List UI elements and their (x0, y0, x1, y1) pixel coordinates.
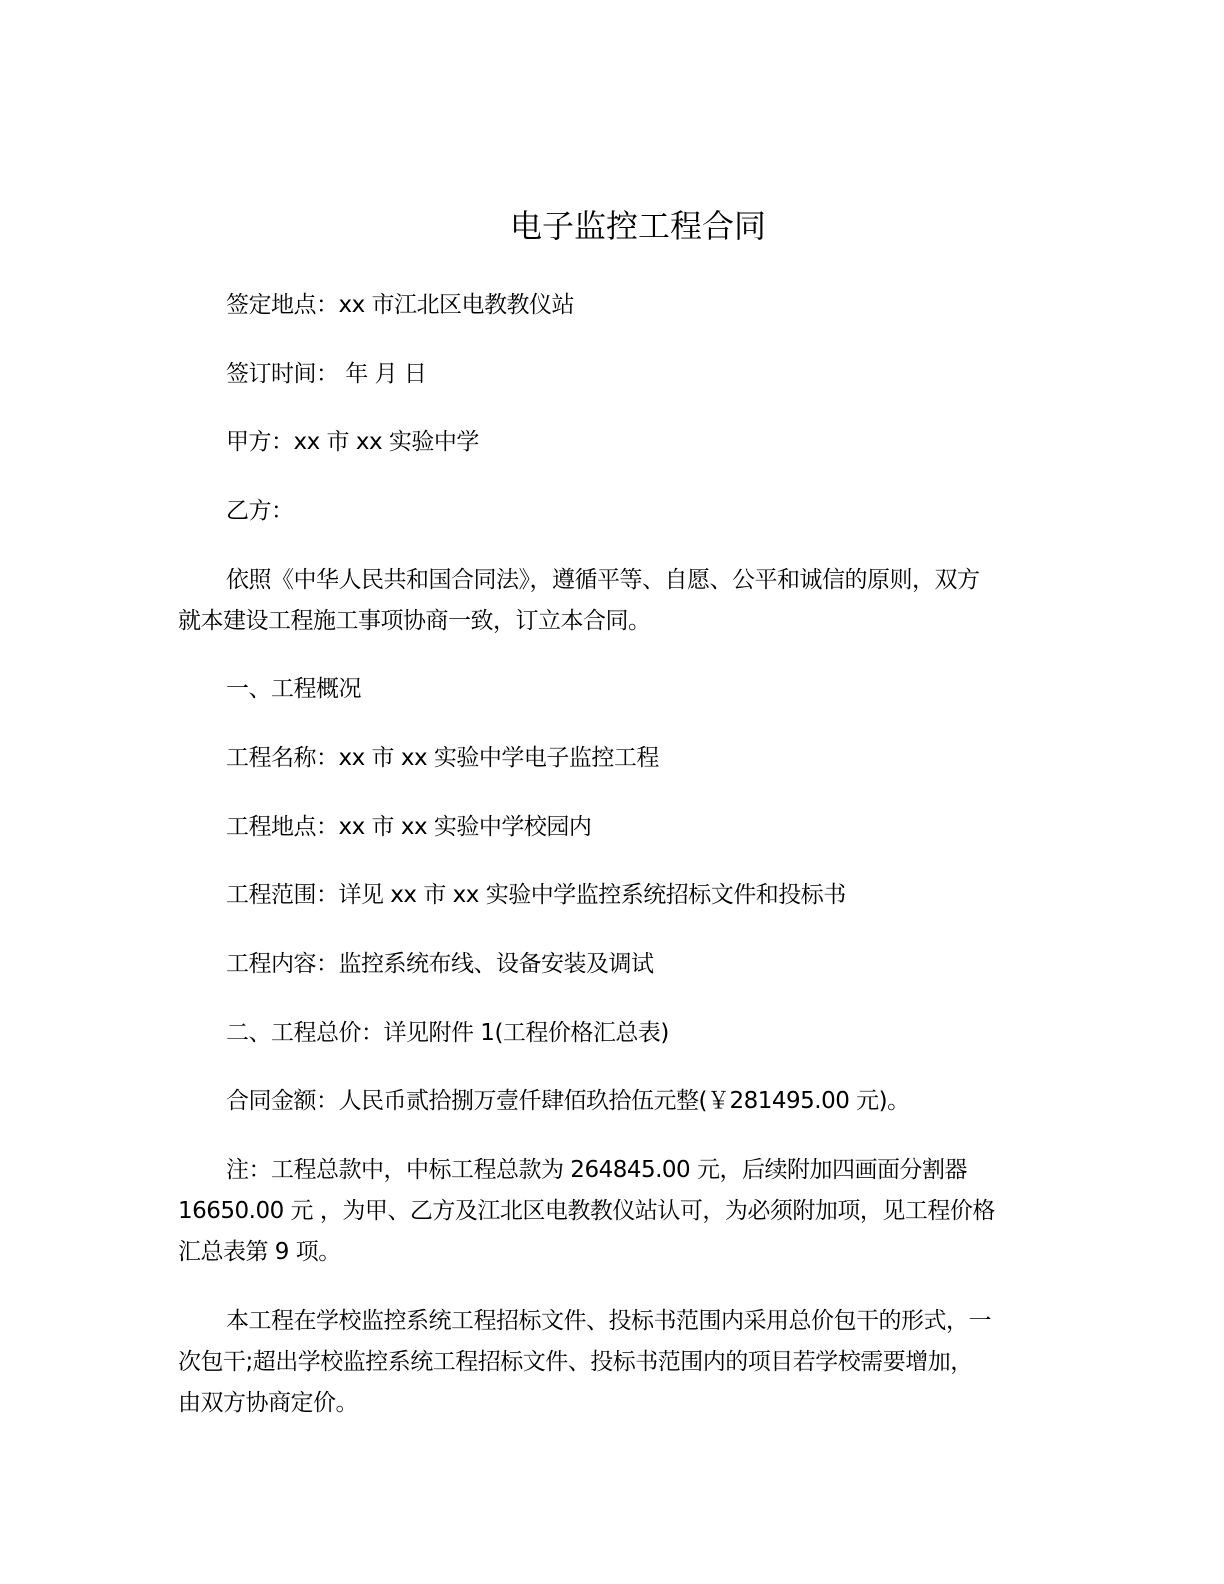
party-b: 乙方： (226, 498, 294, 524)
section-2-heading: 二、工程总价：详见附件 1(工程价格汇总表) (226, 1020, 669, 1046)
project-scope: 工程范围：详见 xx 市 xx 实验中学监控系统招标文件和投标书 (226, 882, 846, 908)
project-content: 工程内容：监控系统布线、设备安装及调试 (226, 951, 654, 977)
project-name: 工程名称：xx 市 xx 实验中学电子监控工程 (226, 745, 659, 771)
section-1-heading: 一、工程概况 (226, 676, 361, 702)
preamble-line-2: 就本建设工程施工事项协商一致，订立本合同。 (178, 608, 651, 634)
lump-sum-line-1: 本工程在学校监控系统工程招标文件、投标书范围内采用总价包干的形式，一 (226, 1308, 991, 1334)
note-line-1: 注：工程总款中，中标工程总款为 264845.00 元，后续附加四画面分割器 (226, 1157, 967, 1183)
sign-place: 签定地点：xx 市江北区电教教仪站 (226, 292, 575, 318)
project-location: 工程地点：xx 市 xx 实验中学校园内 (226, 814, 592, 840)
note-line-2: 16650.00 元 ，为甲、乙方及江北区电教教仪站认可，为必须附加项，见工程价格 (178, 1198, 995, 1224)
contract-amount: 合同金额：人民币贰拾捌万壹仟肆佰玖拾伍元整(￥281495.00 元)。 (226, 1088, 910, 1114)
sign-time: 签订时间： 年 月 日 (226, 361, 427, 387)
note-line-3: 汇总表第 9 项。 (178, 1239, 341, 1265)
party-a: 甲方：xx 市 xx 实验中学 (226, 429, 479, 455)
lump-sum-line-3: 由双方协商定价。 (178, 1390, 358, 1416)
preamble-line-1: 依照《中华人民共和国合同法》，遵循平等、自愿、公平和诚信的原则，双方 (226, 567, 980, 593)
lump-sum-line-2: 次包干;超出学校监控系统工程招标文件、投标书范围内的项目若学校需要增加， (178, 1349, 973, 1375)
document-title: 电子监控工程合同 (509, 207, 766, 245)
